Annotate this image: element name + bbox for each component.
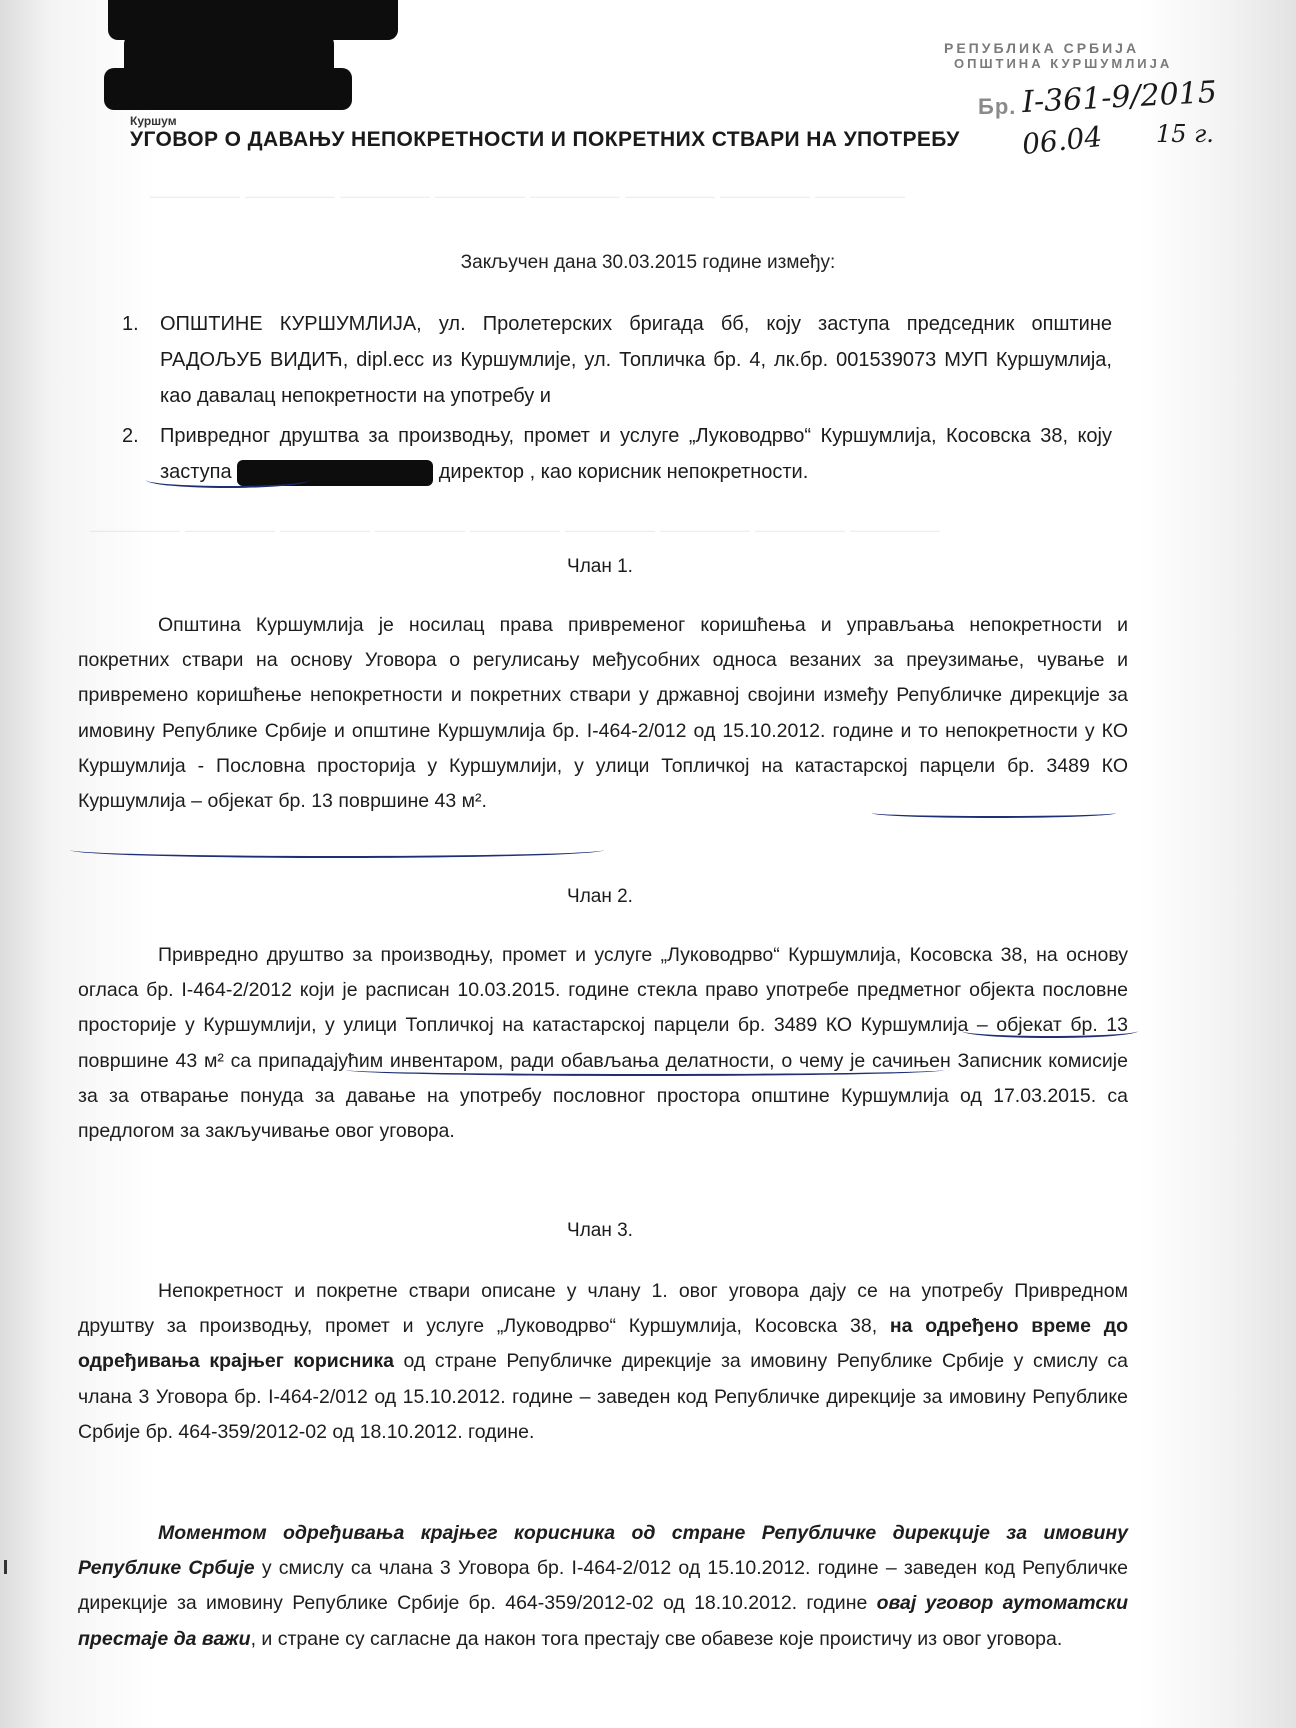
stamp-line-2: ОПШТИНА КУРШУМЛИЈА [954, 56, 1173, 71]
handwritten-underline [146, 472, 310, 488]
handwritten-underline [872, 808, 1116, 818]
stamp-line-1: РЕПУБЛИКА СРБИЈА [944, 40, 1140, 56]
paragraph-text: , и стране су сагласне да након тога престају све обавезе које проистичу из овог уговора. [250, 1627, 1063, 1650]
party-text: ОПШТИНЕ КУРШУМЛИЈА, ул. Пролетерских бригада бб, коју заступа председник општине РАДОЉУБ ВИДИЋ, dipl.ecc из Куршумлије, ул. Топличка бр. 4, лк.бр. 001539073 МУП Куршумлија, као давалац непокретности на употребу и [160, 313, 1112, 407]
handwritten-underline [962, 1024, 1138, 1038]
handwritten-number: I-361-9/2015 [1021, 74, 1218, 121]
show-through-text: ————— ————— ————— ————— ————— ————— ————— ————— ————— [90, 520, 941, 540]
party-number: 1. [122, 313, 139, 335]
paragraph-bold-italic-text: Моментом одређивања крајњег корисника од стране Републичке дирекције за имовину Републике Србије [78, 1522, 1128, 1580]
party-number: 2. [122, 425, 139, 447]
article-3-paragraph-1 [78, 1274, 1128, 1450]
paragraph-text: од стране Републичке дирекције за имовину Републике Србије у смислу са члана 3 Уговора бр. I-464-2/012 од 15.10.2012. године – заведен код Републичке дирекције за имовину Републике Србије бр. 464-359/2012-02 од 18.10.2012. године. [78, 1350, 1129, 1443]
paragraph-text: Непокретност и покретне ствари описане у члану 1. овог уговора дају се на употребу Привредном друштву за производњу, промет и услуге „Луководрво“ Куршумлија, Косовска 38, [78, 1280, 1128, 1338]
handwritten-year: 15 г. [1156, 120, 1214, 148]
paragraph-bold-text: на одређено време до одређивања крајњег корисника [78, 1315, 1128, 1373]
concluded-line: Закључен дана 30.03.2015 године између: [460, 252, 836, 273]
article-2-paragraph [78, 938, 1128, 1149]
paragraph-text: у смислу са члана 3 Уговора бр. I-464-2/012 од 15.10.2012. године – заведен код Републичке дирекције за имовину Републике Србије бр. 464-359/2012-02 од 18.10.2012. године [78, 1557, 1128, 1615]
handwritten-date: 06.04 [1020, 119, 1104, 162]
party-text-before: Привредног друштва за производњу, промет и услуге „Луководрво“ Куршумлија, Косовска 38, коју заступа [160, 425, 1112, 483]
handwritten-underline [346, 1064, 944, 1076]
paragraph-bold-italic-text: овај уговор аутоматски престаје да важи [78, 1592, 1129, 1650]
article-1-paragraph [78, 608, 1128, 819]
article-2-heading: Члан 2. [567, 886, 633, 907]
stamp-br: Бр. [978, 94, 1017, 119]
article-3-heading: Члан 3. [567, 1220, 633, 1241]
paragraph-text: Општина Куршумлија је носилац права привременог коришћења и управљања непокретности и покретних ствари на основу Уговора о регулисању међусобних односа везаних за преузимање, чување и привремено коришћење непокретности и покретних ствари у државној својини између Републичке дирекције за имовину Републике Србије и општине Куршумлија бр. I-464-2/012 од 15.10.2012. године и то непокретности у КО Куршумлија - Пословна просторија у Куршумлији, у улици Топличкој на катастарској парцели бр. 3489 КО Куршумлија – објекат бр. 13 површине 43 м². [78, 614, 1128, 813]
header-small-label: Куршум [130, 114, 177, 128]
article-3-paragraph-2 [78, 1516, 1128, 1657]
document-title: УГОВОР О ДАВАЊУ НЕПОКРЕТНОСТИ И ПОКРЕТНИХ СТВАРИ НА УПОТРЕБУ [130, 128, 960, 151]
redaction-block [104, 68, 352, 110]
paragraph-text: Привредно друштво за производњу, промет и услуге „Луководрво“ Куршумлија, Косовска 38, на основу огласа бр. I-464-2/2012 који је расписан 10.03.2015. године стекла право употребе предметног објекта пословне просторије у Куршумлији, у улици Топличкој на катастарској парцели бр. 3489 КО Куршумлија – објекат бр. 13 површине 43 м² са припадајућим инвентаром, ради обављања делатности, о чему је сачињен Записник комисије за за отварање понуда за давање на употребу пословног простора општине Куршумлија од 17.03.2015. са предлогом за закључивање овог уговора. [78, 944, 1128, 1143]
handwritten-underline [70, 842, 604, 858]
article-1-heading: Члан 1. [567, 556, 633, 577]
party-text-after: директор , као корисник непокретности. [438, 461, 809, 483]
party-item-1 [122, 306, 1112, 414]
margin-mark [4, 1560, 7, 1574]
show-through-text: ————— ————— ————— ————— ————— ————— ————— ————— [150, 186, 906, 206]
